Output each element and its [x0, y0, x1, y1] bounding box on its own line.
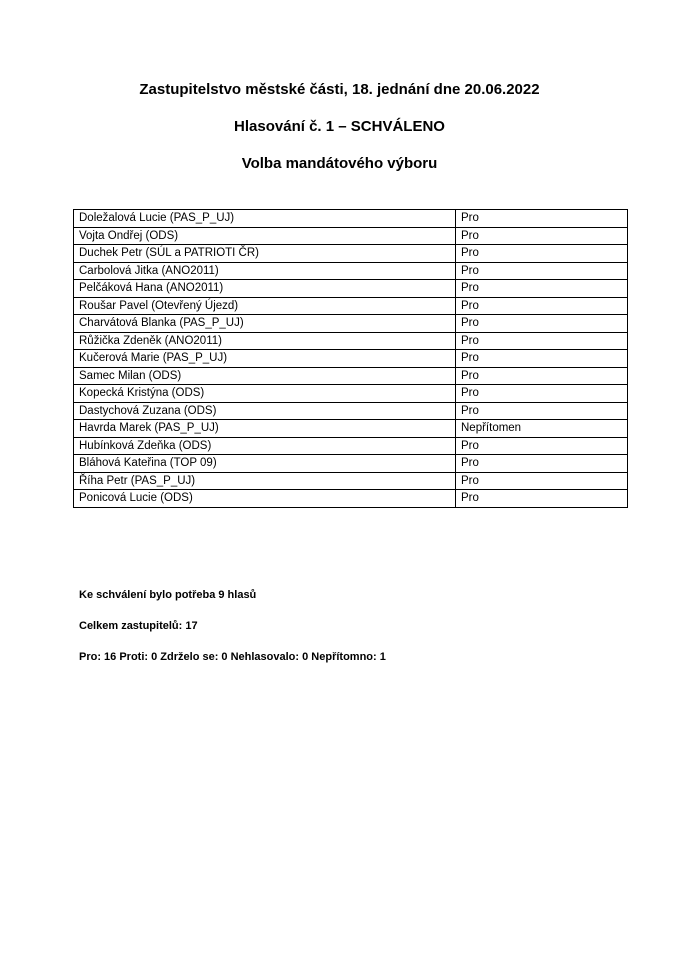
vote-cell: Pro — [456, 227, 628, 245]
vote-cell: Pro — [456, 472, 628, 490]
member-name-cell: Dastychová Zuzana (ODS) — [74, 402, 456, 420]
vote-cell: Nepřítomen — [456, 420, 628, 438]
table-row — [74, 210, 628, 228]
vote-cell: Pro — [456, 455, 628, 473]
member-name-cell: Ponicová Lucie (ODS) — [74, 490, 456, 508]
vote-cell: Pro — [456, 262, 628, 280]
vote-cell: Pro — [456, 490, 628, 508]
vote-cell: Pro — [456, 385, 628, 403]
table-row — [74, 455, 628, 473]
vote-cell: Pro — [456, 315, 628, 333]
vote-cell: Pro — [456, 280, 628, 298]
vote-cell: Pro — [456, 245, 628, 263]
member-name-cell: Carbolová Jitka (ANO2011) — [74, 262, 456, 280]
table-row — [74, 402, 628, 420]
member-name-cell: Samec Milan (ODS) — [74, 367, 456, 385]
table-row — [74, 245, 628, 263]
member-name-cell: Pelčáková Hana (ANO2011) — [74, 280, 456, 298]
table-row — [74, 472, 628, 490]
member-name-cell: Kopecká Kristýna (ODS) — [74, 385, 456, 403]
table-row — [74, 297, 628, 315]
summary-block — [79, 588, 679, 664]
quorum-line: Ke schválení bylo potřeba 9 hlasů — [79, 588, 257, 601]
vote-result-title: Hlasování č. 1 – SCHVÁLENO — [234, 118, 445, 135]
table-row — [74, 490, 628, 508]
table-row — [74, 385, 628, 403]
vote-cell: Pro — [456, 350, 628, 368]
table-row — [74, 332, 628, 350]
member-name-cell: Duchek Petr (SÚL a PATRIOTI ČR) — [74, 245, 456, 263]
member-name-cell: Havrda Marek (PAS_P_UJ) — [74, 420, 456, 438]
vote-cell: Pro — [456, 332, 628, 350]
total-line: Celkem zastupitelů: 17 — [79, 619, 198, 632]
member-name-cell: Charvátová Blanka (PAS_P_UJ) — [74, 315, 456, 333]
table-row — [74, 280, 628, 298]
member-name-cell: Vojta Ondřej (ODS) — [74, 227, 456, 245]
meeting-title: Zastupitelstvo městské části, 18. jednání dne 20.06.2022 — [139, 81, 540, 98]
vote-table-body — [74, 210, 628, 508]
member-name-cell: Bláhová Kateřina (TOP 09) — [74, 455, 456, 473]
document-header — [0, 0, 679, 173]
member-name-cell: Doležalová Lucie (PAS_P_UJ) — [74, 210, 456, 228]
vote-cell: Pro — [456, 297, 628, 315]
table-row — [74, 262, 628, 280]
table-row — [74, 420, 628, 438]
table-row — [74, 350, 628, 368]
vote-subject-title: Volba mandátového výboru — [241, 155, 438, 172]
vote-cell: Pro — [456, 210, 628, 228]
member-name-cell: Říha Petr (PAS_P_UJ) — [74, 472, 456, 490]
vote-table — [73, 209, 628, 508]
vote-cell: Pro — [456, 367, 628, 385]
vote-cell: Pro — [456, 437, 628, 455]
table-row — [74, 315, 628, 333]
member-name-cell: Růžička Zdeněk (ANO2011) — [74, 332, 456, 350]
table-row — [74, 227, 628, 245]
results-line: Pro: 16 Proti: 0 Zdrželo se: 0 Nehlasovalo: 0 Nepřítomno: 1 — [79, 650, 386, 663]
table-row — [74, 437, 628, 455]
member-name-cell: Kučerová Marie (PAS_P_UJ) — [74, 350, 456, 368]
vote-cell: Pro — [456, 402, 628, 420]
member-name-cell: Roušar Pavel (Otevřený Újezd) — [74, 297, 456, 315]
table-row — [74, 367, 628, 385]
member-name-cell: Hubínková Zdeňka (ODS) — [74, 437, 456, 455]
